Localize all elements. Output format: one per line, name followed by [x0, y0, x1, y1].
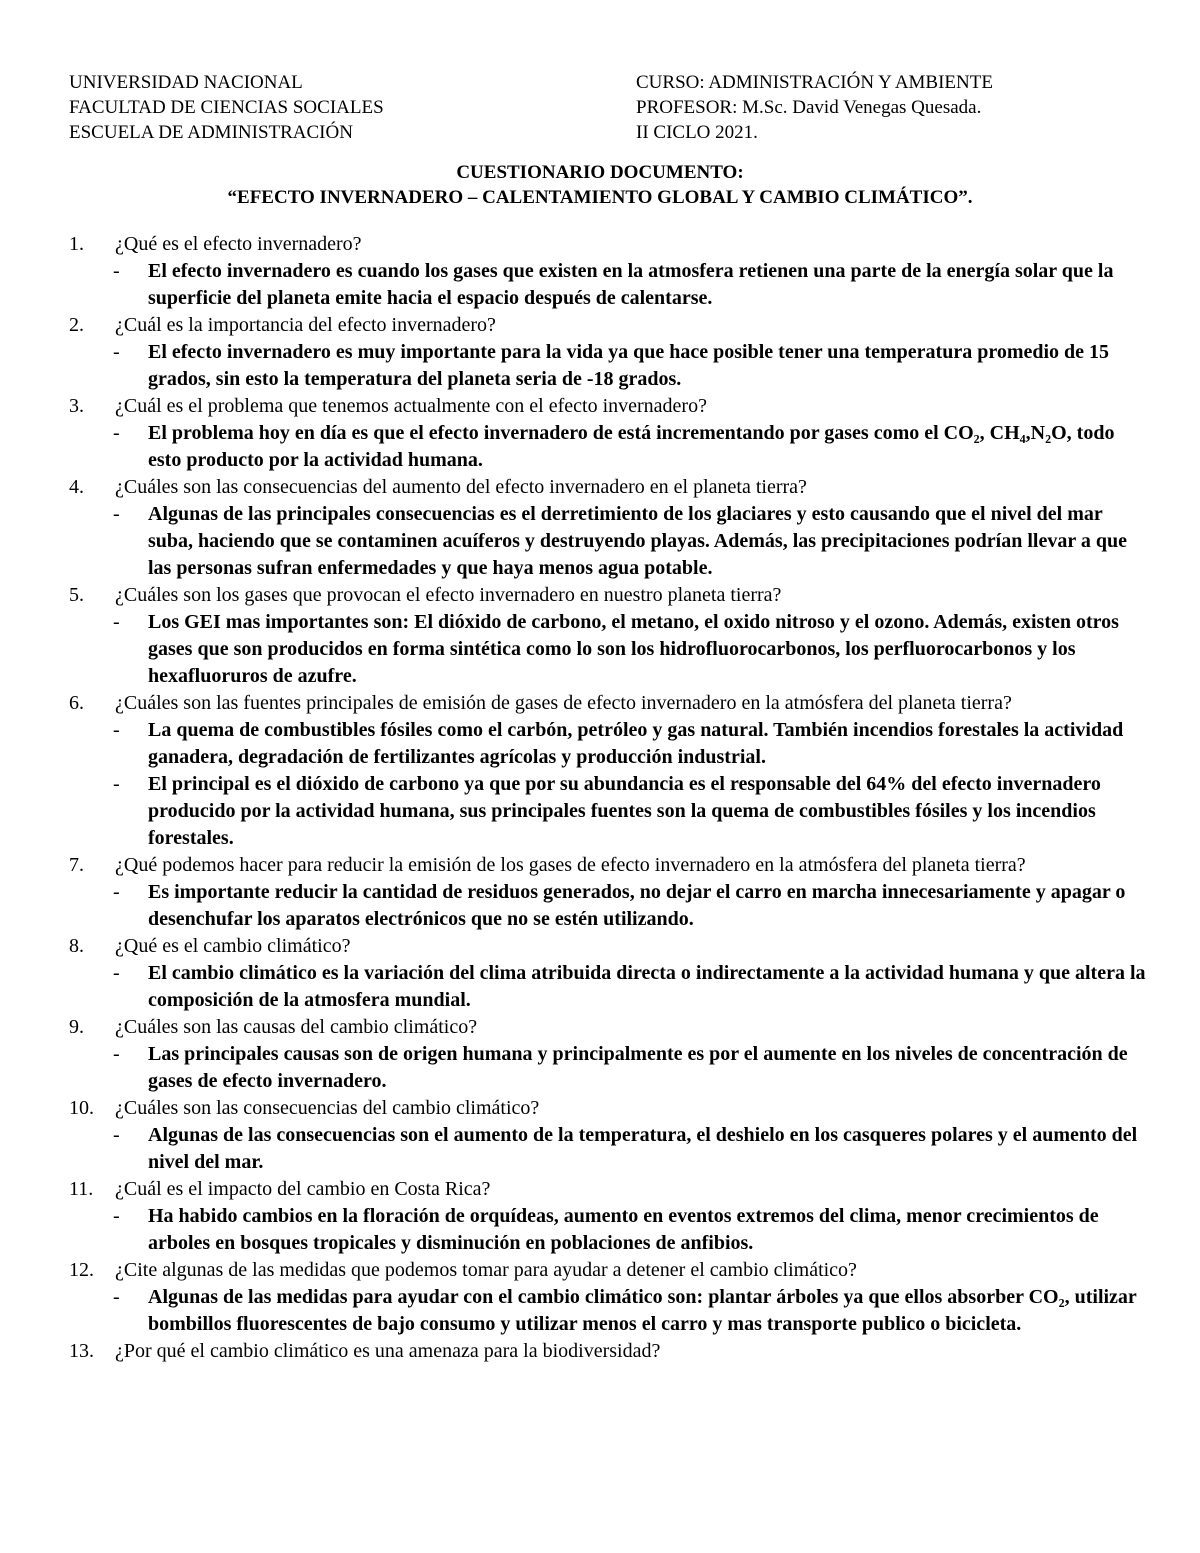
header-term: II CICLO 2021. — [636, 122, 758, 143]
question-text: ¿Por qué el cambio climático es una amenaza para la biodiversidad? — [115, 1340, 661, 1362]
title-line-1: CUESTIONARIO DOCUMENTO: — [456, 162, 744, 183]
question-item — [69, 393, 1149, 420]
title-line-2: “EFECTO INVERNADERO – CALENTAMIENTO GLOBAL Y CAMBIO CLIMÁTICO”. — [227, 187, 973, 208]
answer-dash: - — [113, 1205, 120, 1227]
question-item — [69, 852, 1149, 879]
answer-text: El problema hoy en día es que el efecto invernadero de está incrementando por gases como el CO₂, CH₄,N₂O, todo esto producto por la actividad humana. — [148, 422, 1115, 471]
header-faculty: FACULTAD DE CIENCIAS SOCIALES — [69, 97, 384, 118]
answer-item — [69, 1041, 1149, 1095]
question-number: 2. — [69, 314, 84, 336]
answer-item — [69, 1203, 1149, 1257]
answer-dash: - — [113, 773, 120, 795]
question-item — [69, 1095, 1149, 1122]
header-university: UNIVERSIDAD NACIONAL — [69, 72, 303, 93]
question-number: 3. — [69, 395, 84, 417]
question-text: ¿Cuáles son las causas del cambio climático? — [115, 1016, 478, 1038]
answer-text: Las principales causas son de origen humana y principalmente es por el aumente en los niveles de concentración de gases de efecto invernadero. — [148, 1043, 1128, 1092]
question-text: ¿Qué es el cambio climático? — [115, 935, 351, 957]
answer-item — [69, 1284, 1149, 1338]
answer-dash: - — [113, 1124, 120, 1146]
question-text: ¿Qué podemos hacer para reducir la emisión de los gases de efecto invernadero en la atmósfera del planeta tierra? — [115, 854, 1026, 876]
question-number: 6. — [69, 692, 84, 714]
answer-item — [69, 501, 1149, 582]
answer-item — [69, 339, 1149, 393]
answer-item — [69, 771, 1149, 852]
question-item — [69, 231, 1149, 258]
question-item — [69, 312, 1149, 339]
question-text: ¿Cuáles son las consecuencias del aumento del efecto invernadero en el planeta tierra? — [115, 476, 807, 498]
answer-item — [69, 258, 1149, 312]
question-item — [69, 1176, 1149, 1203]
answer-dash: - — [113, 1043, 120, 1065]
answer-dash: - — [113, 422, 120, 444]
question-number: 5. — [69, 584, 84, 606]
question-number: 9. — [69, 1016, 84, 1038]
question-text: ¿Cuál es el problema que tenemos actualmente con el efecto invernadero? — [115, 395, 707, 417]
question-item — [69, 582, 1149, 609]
answer-dash: - — [113, 1286, 120, 1308]
header-right — [636, 70, 993, 145]
answer-text: Ha habido cambios en la floración de orquídeas, aumento en eventos extremos del clima, menor crecimientos de arboles en bosques tropicales y disminución en poblaciones de anfibios. — [148, 1205, 1099, 1254]
question-item — [69, 933, 1149, 960]
answer-text: Es importante reducir la cantidad de residuos generados, no dejar el carro en marcha innecesariamente y apagar o desenchufar los aparatos electrónicos que no se estén utilizando. — [148, 881, 1126, 930]
question-number: 4. — [69, 476, 84, 498]
answer-dash: - — [113, 962, 120, 984]
header-left — [69, 70, 384, 145]
answer-text: El cambio climático es la variación del clima atribuida directa o indirectamente a la actividad humana y que altera la composición de la atmosfera mundial. — [148, 962, 1146, 1011]
header-course: CURSO: ADMINISTRACIÓN Y AMBIENTE — [636, 72, 993, 93]
question-number: 13. — [69, 1340, 94, 1362]
question-item — [69, 1338, 1149, 1365]
document-title — [0, 160, 1200, 210]
question-number: 7. — [69, 854, 84, 876]
answer-text: Algunas de las medidas para ayudar con el cambio climático son: plantar árboles ya que ellos absorber CO₂, utilizar bombillos fluorescentes de bajo consumo y utilizar menos el carro y mas transporte publico o bicicleta. — [148, 1286, 1137, 1335]
question-number: 11. — [69, 1178, 94, 1200]
answer-dash: - — [113, 341, 120, 363]
question-text: ¿Cuál es la importancia del efecto invernadero? — [115, 314, 496, 336]
answer-item — [69, 960, 1149, 1014]
question-text: ¿Qué es el efecto invernadero? — [115, 233, 362, 255]
answer-text: Algunas de las consecuencias son el aumento de la temperatura, el deshielo en los casqueres polares y el aumento del nivel del mar. — [148, 1124, 1138, 1173]
question-item — [69, 690, 1149, 717]
answer-dash: - — [113, 260, 120, 282]
answer-item — [69, 717, 1149, 771]
question-text: ¿Cite algunas de las medidas que podemos tomar para ayudar a detener el cambio climático? — [115, 1259, 857, 1281]
answer-text: Los GEI mas importantes son: El dióxido de carbono, el metano, el oxido nitroso y el ozono. Además, existen otros gases que son producidos en forma sintética como lo son los hidrofluorocarbonos, los perfluorocarbonos y los hexafluoruros de azufre. — [148, 611, 1119, 687]
answer-item — [69, 879, 1149, 933]
answer-dash: - — [113, 503, 120, 525]
answer-text: El efecto invernadero es cuando los gases que existen en la atmosfera retienen una parte de la energía solar que la superficie del planeta emite hacia el espacio después de calentarse. — [148, 260, 1114, 309]
question-item — [69, 1014, 1149, 1041]
answer-dash: - — [113, 719, 120, 741]
question-text: ¿Cuál es el impacto del cambio en Costa Rica? — [115, 1178, 491, 1200]
answer-text: Algunas de las principales consecuencias es el derretimiento de los glaciares y esto causando que el nivel del mar suba, haciendo que se contaminen acuíferos y destruyendo playas. Además, las precipitaciones podrían llevar a que las personas sufran enfermedades y que haya menos agua potable. — [148, 503, 1127, 579]
answer-dash: - — [113, 611, 120, 633]
header-school: ESCUELA DE ADMINISTRACIÓN — [69, 122, 353, 143]
answer-item — [69, 1122, 1149, 1176]
answer-text: El principal es el dióxido de carbono ya que por su abundancia es el responsable del 64% del efecto invernadero producido por la actividad humana, sus principales fuentes son la quema de combustibles fósiles y los incendios forestales. — [148, 773, 1101, 849]
question-text: ¿Cuáles son las consecuencias del cambio climático? — [115, 1097, 540, 1119]
header-professor: PROFESOR: M.Sc. David Venegas Quesada. — [636, 97, 982, 118]
question-list — [69, 231, 1149, 1365]
question-item — [69, 1257, 1149, 1284]
answer-item — [69, 420, 1149, 474]
question-text: ¿Cuáles son los gases que provocan el efecto invernadero en nuestro planeta tierra? — [115, 584, 782, 606]
answer-text: El efecto invernadero es muy importante para la vida ya que hace posible tener una temperatura promedio de 15 grados, sin esto la temperatura del planeta seria de -18 grados. — [148, 341, 1110, 390]
question-item — [69, 474, 1149, 501]
question-text: ¿Cuáles son las fuentes principales de emisión de gases de efecto invernadero en la atmósfera del planeta tierra? — [115, 692, 1012, 714]
answer-dash: - — [113, 881, 120, 903]
question-number: 12. — [69, 1259, 94, 1281]
question-number: 8. — [69, 935, 84, 957]
question-number: 10. — [69, 1097, 94, 1119]
question-number: 1. — [69, 233, 84, 255]
answer-item — [69, 609, 1149, 690]
answer-text: La quema de combustibles fósiles como el carbón, petróleo y gas natural. También incendios forestales la actividad ganadera, degradación de fertilizantes agrícolas y producción industrial. — [148, 719, 1124, 768]
